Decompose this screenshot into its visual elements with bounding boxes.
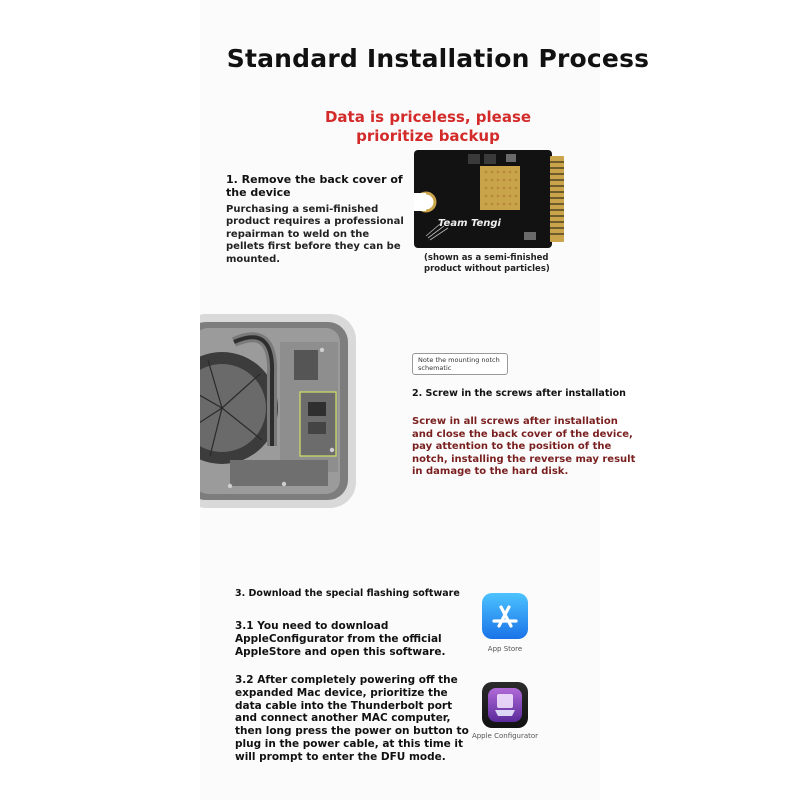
step2-title: 2. Screw in the screws after installation	[412, 388, 626, 399]
apple-configurator-glyph	[482, 682, 528, 728]
board-caption: (shown as a semi-finished product without particles)	[424, 253, 550, 274]
app-store-glyph	[482, 593, 528, 639]
step1-description: Purchasing a semi-finished product requires a professional repairman to weld on the pellets first before they can be mounted.	[226, 204, 404, 265]
step3-1-text: 3.1 You need to download AppleConfigurator from the official AppleStore and open this software.	[235, 620, 446, 658]
apple-configurator-label: Apple Configurator	[471, 732, 539, 740]
step3-2-text: 3.2 After completely powering off the expanded Mac device, prioritize the data cable into the Thunderbolt port and connect another MAC computer, then long press the power on button to plug in the power cable, at this time it will prompt to enter the DFU mode.	[235, 674, 469, 763]
app-store-label: App Store	[487, 645, 523, 653]
apple-configurator-icon[interactable]	[482, 682, 528, 728]
page-title: Standard Installation Process	[226, 44, 650, 73]
board-brand-label: Team Tengi	[438, 218, 501, 229]
step2-description: Screw in all screws after installation and close the back cover of the device, pay attention to the position of the notch, installing the reverse may result in damage to the hard disk.	[412, 416, 636, 477]
backup-warning: Data is priceless, please prioritize backup	[324, 108, 532, 145]
step3-title: 3. Download the special flashing software	[235, 588, 460, 599]
notch-note: Note the mounting notch schematic	[412, 353, 508, 375]
ssd-board-image	[414, 150, 566, 250]
app-store-icon[interactable]	[482, 593, 528, 639]
step1-title: 1. Remove the back cover of the device	[226, 173, 403, 199]
device-interior-image	[200, 314, 358, 508]
